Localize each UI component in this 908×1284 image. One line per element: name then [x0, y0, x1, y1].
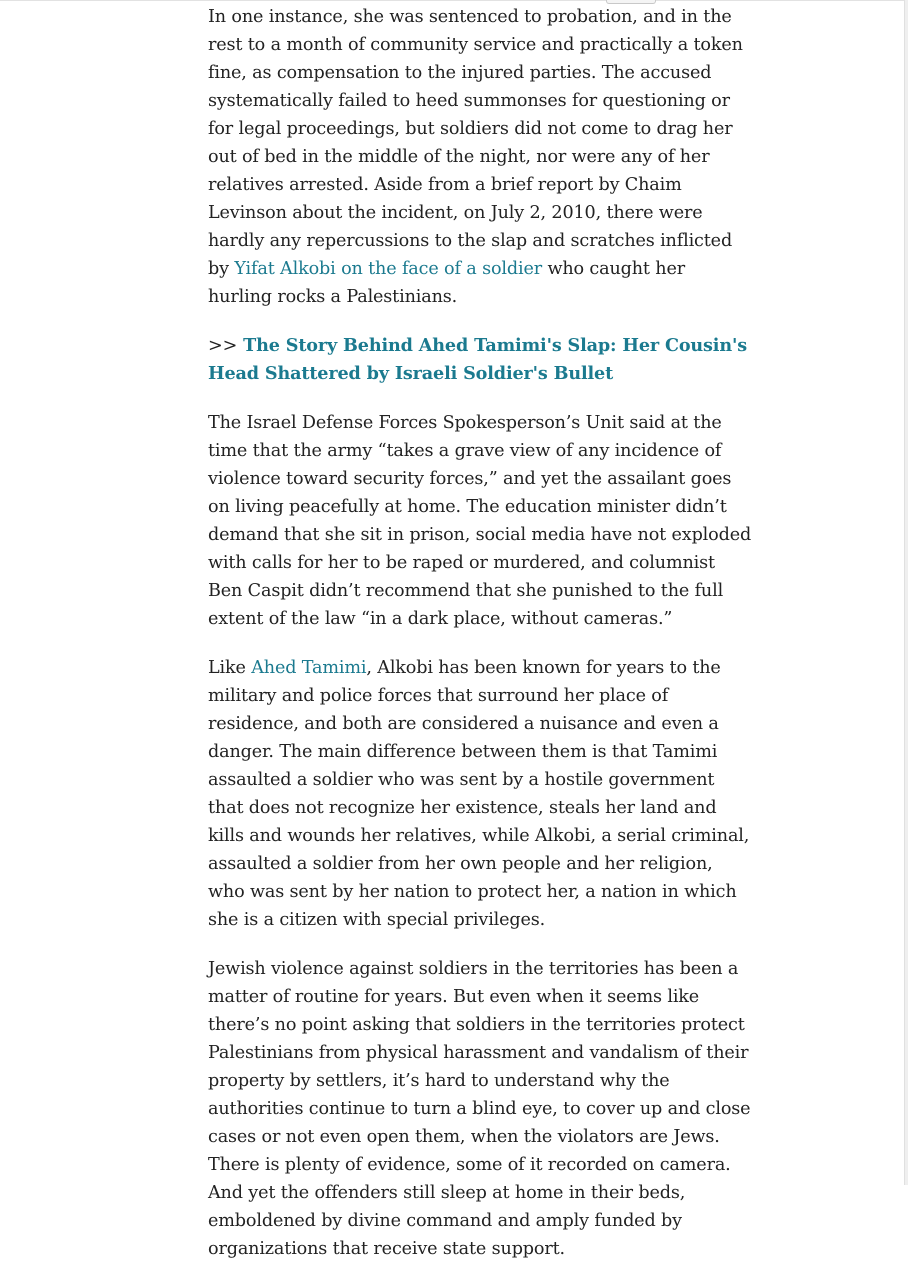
paragraph-idf-spokesperson: The Israel Defense Forces Spokesperson’s Unit said at the time that the army “takes a grave view of any incidence of violence toward security forces,” and yet the assailant goes on living peacefully at home. The education minister didn’t demand that she sit in prison, social media have not exploded with calls for her to be raped or murdered, and columnist Ben Caspit didn’t recommend that she punished to the full extent of the law “in a dark place, without cameras.”	[208, 413, 752, 629]
link-yifat-alkobi[interactable]: Yifat Alkobi on the face of a soldier	[234, 259, 542, 279]
paragraph-probation	[208, 3, 754, 311]
paragraph-text: In one instance, she was sentenced to probation, and in the rest to a month of community service and practically a token fine, as compensation to the injured parties. The accused systematically failed to heed summonses for questioning or for legal proceedings, but soldiers did not come to drag her out of bed in the middle of the night, nor were any of her relatives arrested. Aside from a brief report by Chaim Levinson about the incident, on July 2, 2010, there were hardly any repercussions to the slap and scratches inflicted by	[208, 7, 743, 279]
article-body	[208, 3, 754, 1284]
related-arrow: >>	[208, 336, 238, 356]
page-top-border	[0, 0, 906, 1]
paragraph-jewish-violence: Jewish violence against soldiers in the territories has been a matter of routine for years. But even when it seems like there’s no point asking that soldiers in the territories protect Palestinians from physical harassment and vandalism of their property by settlers, it’s hard to understand why the authorities continue to turn a blind eye, to cover up and close cases or not even open them, when the violators are Jews. There is plenty of evidence, some of it recorded on camera. And yet the offenders still sleep at home in their beds, emboldened by divine command and amply funded by organizations that receive state support.	[208, 959, 751, 1259]
paragraph-text: , Alkobi has been known for years to the military and police forces that surround her place of residence, and both are considered a nuisance and even a danger. The main difference between them is that Tamimi assaulted a soldier who was sent by a hostile government that does not recognize her existence, steals her land and kills and wounds her relatives, while Alkobi, a serial criminal, assaulted a soldier from her own people and her religion, who was sent by her nation to protect her, a nation in which she is a citizen with special privileges.	[208, 658, 750, 930]
scrollbar-track[interactable]	[904, 0, 908, 1185]
link-ahed-tamimi[interactable]: Ahed Tamimi	[251, 658, 367, 678]
related-article-link[interactable]: The Story Behind Ahed Tamimi's Slap: Her Cousin's Head Shattered by Israeli Soldier's Bullet	[208, 335, 747, 384]
paragraph-text: Like	[208, 658, 252, 678]
paragraph-text: who caught her hurling rocks a Palestinians.	[208, 259, 686, 307]
related-article	[208, 332, 754, 388]
paragraph-like-ahed-tamimi	[208, 654, 754, 934]
